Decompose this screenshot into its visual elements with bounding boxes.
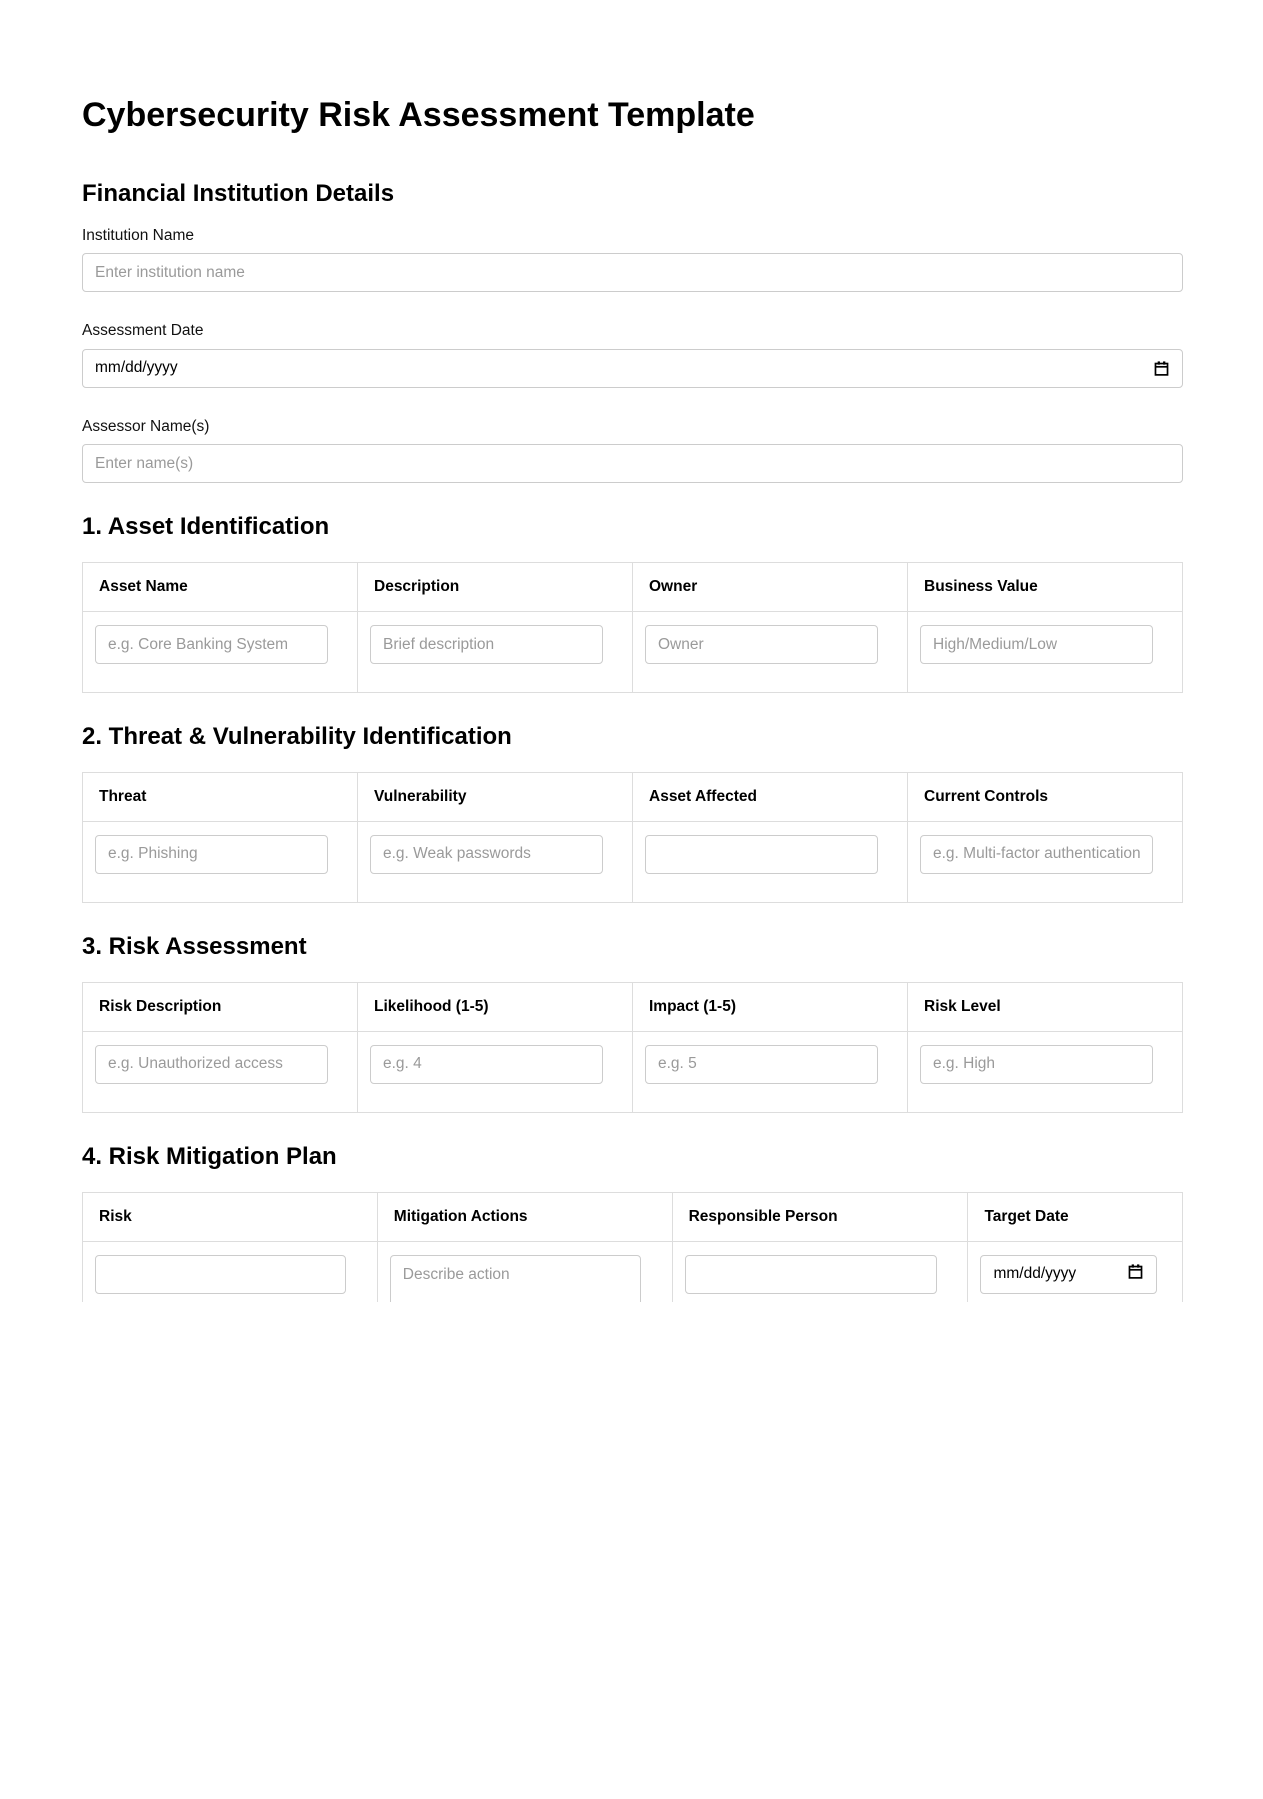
business-value-input[interactable] (920, 625, 1153, 664)
threat-vulnerability-table (82, 772, 1183, 903)
risk-input[interactable] (95, 1255, 346, 1294)
mitigation-actions-input[interactable] (390, 1255, 641, 1302)
responsible-person-input[interactable] (685, 1255, 937, 1294)
financial-institution-details-heading: Financial Institution Details (82, 179, 395, 207)
likelihood-header: Likelihood (1-5) (358, 982, 633, 1031)
risk-mitigation-table (82, 1192, 1183, 1302)
responsible-person-header: Responsible Person (672, 1192, 968, 1241)
calendar-icon[interactable] (1127, 1263, 1144, 1285)
risk-assessment-heading: 3. Risk Assessment (82, 932, 307, 960)
assessor-names-input[interactable] (82, 444, 1183, 483)
form-content (82, 0, 1183, 1302)
asset-owner-input[interactable] (645, 625, 878, 664)
table-row (83, 1241, 1183, 1302)
asset-name-header: Asset Name (83, 563, 358, 612)
current-controls-header: Current Controls (908, 772, 1183, 821)
institution-name-label: Institution Name (82, 226, 194, 244)
target-date-header: Target Date (968, 1192, 1183, 1241)
asset-description-input[interactable] (370, 625, 603, 664)
impact-input[interactable] (645, 1045, 878, 1084)
assessment-date-field (82, 322, 1183, 388)
mitigation-actions-header: Mitigation Actions (377, 1192, 672, 1241)
table-header-row (83, 563, 1183, 612)
institution-name-field (82, 227, 1183, 293)
vulnerability-input[interactable] (370, 835, 603, 874)
current-controls-input[interactable] (920, 835, 1153, 874)
description-header: Description (358, 563, 633, 612)
table-row (83, 1031, 1183, 1112)
asset-name-input[interactable] (95, 625, 328, 664)
assessment-date-input[interactable] (82, 349, 1183, 388)
asset-affected-input[interactable] (645, 835, 878, 874)
impact-header: Impact (1-5) (633, 982, 908, 1031)
assessor-names-field (82, 418, 1183, 484)
table-header-row (83, 1192, 1183, 1241)
asset-affected-header: Asset Affected (633, 772, 908, 821)
target-date-input[interactable] (980, 1255, 1156, 1294)
risk-mitigation-heading: 4. Risk Mitigation Plan (82, 1142, 337, 1170)
threat-header: Threat (83, 772, 358, 821)
owner-header: Owner (633, 563, 908, 612)
institution-name-input[interactable] (82, 253, 1183, 292)
vulnerability-header: Vulnerability (358, 772, 633, 821)
assessment-date-label: Assessment Date (82, 322, 204, 340)
threat-input[interactable] (95, 835, 328, 874)
threat-vulnerability-heading: 2. Threat & Vulnerability Identification (82, 723, 512, 751)
risk-header: Risk (83, 1192, 378, 1241)
assessment-date-value: mm/dd/yyyy (95, 359, 178, 377)
asset-identification-heading: 1. Asset Identification (82, 513, 330, 541)
table-row (83, 612, 1183, 693)
target-date-value: mm/dd/yyyy (993, 1265, 1077, 1283)
risk-description-header: Risk Description (83, 982, 358, 1031)
calendar-icon[interactable] (1153, 360, 1170, 377)
likelihood-input[interactable] (370, 1045, 603, 1084)
business-value-header: Business Value (908, 563, 1183, 612)
risk-assessment-table (82, 982, 1183, 1113)
assessor-names-label: Assessor Name(s) (82, 417, 210, 435)
risk-level-input[interactable] (920, 1045, 1153, 1084)
table-row (83, 821, 1183, 902)
asset-identification-table (82, 562, 1183, 693)
table-header-row (83, 982, 1183, 1031)
table-header-row (83, 772, 1183, 821)
risk-level-header: Risk Level (908, 982, 1183, 1031)
risk-description-input[interactable] (95, 1045, 328, 1084)
page-title: Cybersecurity Risk Assessment Template (82, 96, 755, 134)
